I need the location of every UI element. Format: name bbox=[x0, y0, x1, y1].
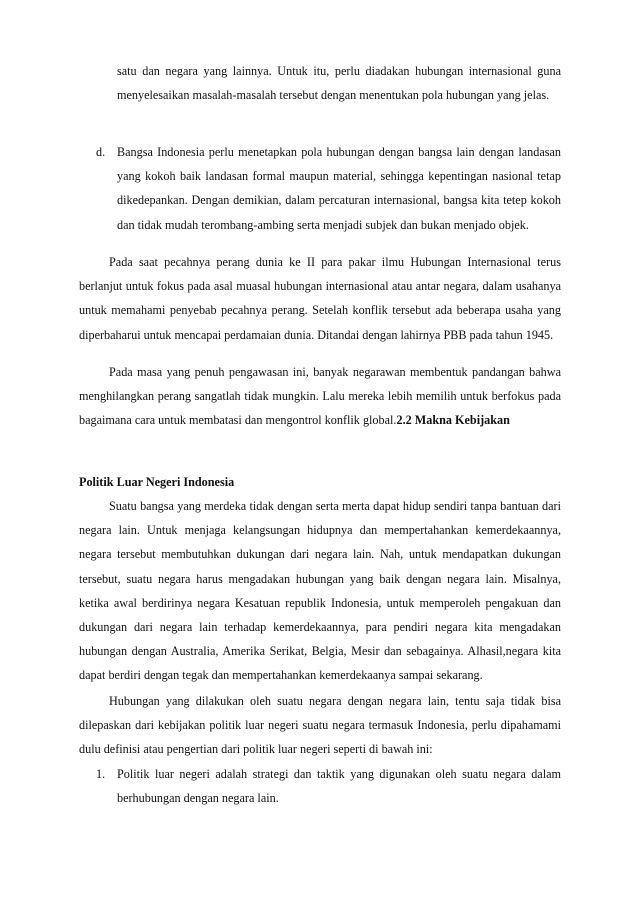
paragraph-ww2: Pada saat pecahnya perang dunia ke II para pakar ilmu Hubungan Internasional terus berlanjut untuk fokus pada asal muasal hubungan internasional atau antar negara, dalam usahanya untuk memahami penyebab pecahnya perang. Setelah konflik tersebut ada beberapa usaha yang diperbaharui untuk mencapai perdamaian dunia. Ditandai dengan lahirnya PBB pada tahun 1945. bbox=[79, 255, 561, 342]
list-item-1: Politik luar negeri adalah strategi dan taktik yang digunakan oleh suatu negara dalam berhubungan dengan negara lain. bbox=[117, 767, 561, 806]
list-marker-1: 1. bbox=[96, 767, 106, 781]
paragraph-surveillance-text: Pada masa yang penuh pengawasan ini, banyak negarawan membentuk pandangan bahwa menghilangkan perang sangatlah tidak mungkin. Lalu mereka lebih memilih untuk berfokus pada bagaimana cara untuk membatasi dan mengontrol konflik global. bbox=[79, 365, 561, 428]
list-marker-d: d. bbox=[96, 145, 106, 159]
paragraph-foreign-policy: Hubungan yang dilakukan oleh suatu negara dengan negara lain, tentu saja tidak bisa dilepaskan dari kebijakan politik luar negeri suatu negara termasuk Indonesia, perlu dipahamami dulu definisi atau pengertian dari politik luar negeri seperti di bawah ini: bbox=[79, 694, 561, 757]
paragraph-surveillance bbox=[79, 360, 561, 433]
list-item-d: Bangsa Indonesia perlu menetapkan pola hubungan dengan bangsa lain dengan landasan yang kokoh baik landasan formal maupun material, sehingga kepentingan nasional tetap dikedepankan. Dengan demikian, dalam percaturan internasional, bangsa kita tetep kokoh dan tidak mudah terombang-ambing serta menjadi subjek dan bukan menjado objek. bbox=[117, 145, 561, 232]
paragraph-independence: Suatu bangsa yang merdeka tidak dengan serta merta dapat hidup sendiri tanpa bantuan dari negara lain. Untuk menjaga kelangsungan hidupnya dan mempertahankan kemerdekaannya, negara tersebut membutuhkan dukungan dari negara lain. Nah, untuk mendapatkan dukungan tersebut, suatu negara harus mengadakan hubungan yang baik dengan negara lain. Misalnya, ketika awal berdirinya negara Kesatuan republik Indonesia, untuk memperoleh pengakuan dan dukungan dari negara lain terhadap kemerdekaannya, para pendiri negara kita mengadakan hubungan dengan Australia, Amerika Serikat, Belgia, Mesir dan sebagainya. Alhasil,negara kita dapat berdiri dengan tegak dan mempertahankan kemerdekaanya sampai sekarang. bbox=[79, 499, 561, 683]
list-continuation: satu dan negara yang lainnya. Untuk itu, perlu diadakan hubungan internasional guna menyelesaikan masalah-masalah tersebut dengan menentukan pola hubungan yang jelas. bbox=[117, 64, 561, 103]
section-heading-inline: 2.2 Makna Kebijakan bbox=[396, 413, 510, 428]
section-heading: Politik Luar Negeri Indonesia bbox=[79, 475, 235, 489]
